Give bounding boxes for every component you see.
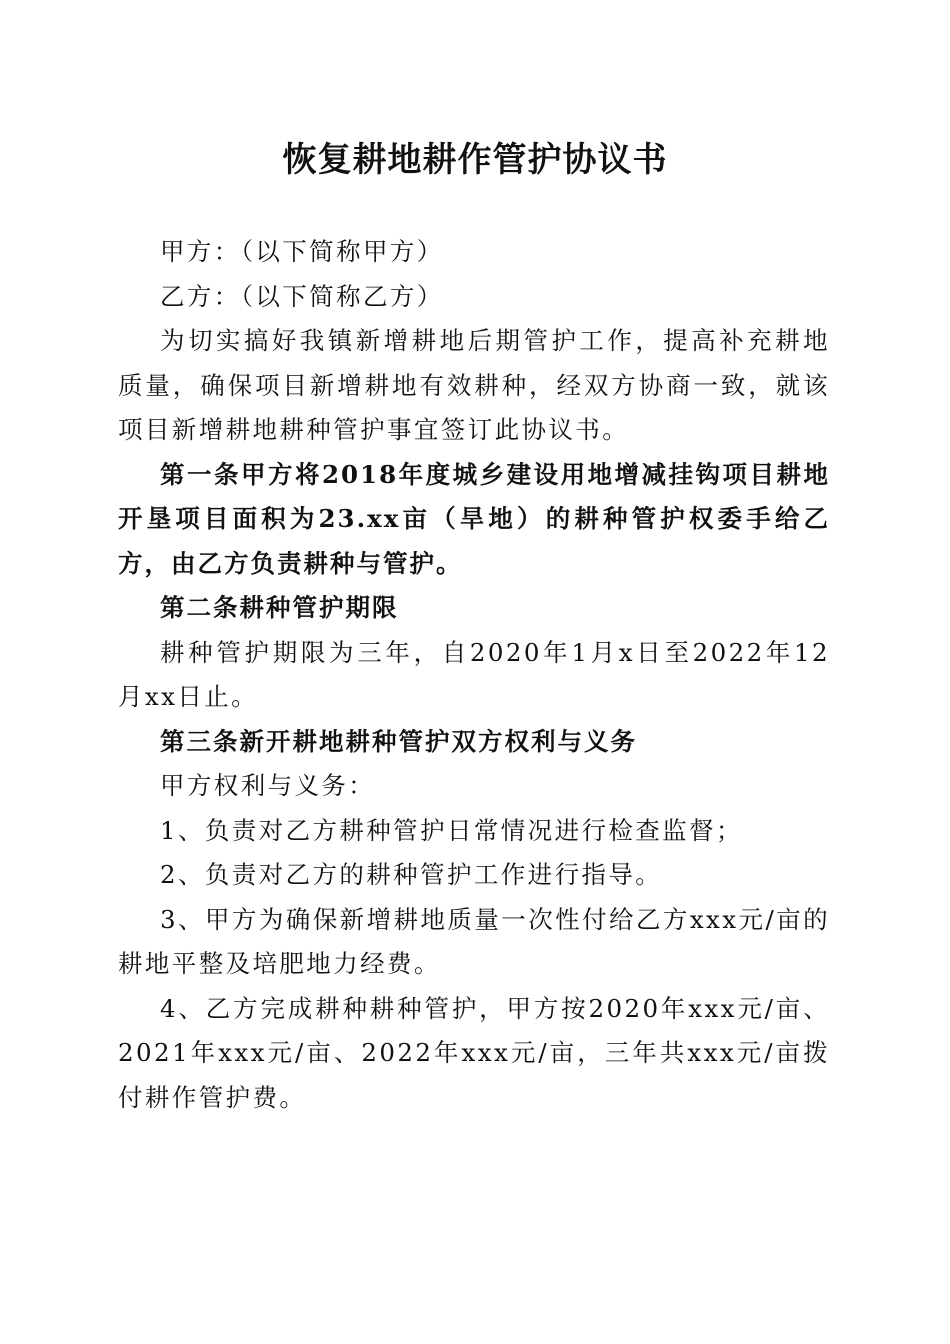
document-title: 恢复耕地耕作管护协议书 [282, 140, 668, 180]
party-a-duties-heading: 甲方权利与义务： [160, 771, 376, 800]
duty-item-1: 1、负责对乙方耕种管护日常情况进行检查监督； [160, 815, 743, 845]
article-3-heading: 第三条新开耕地耕种管护双方权利与义务 [160, 726, 637, 756]
party-a-line: 甲方：（以下简称甲方） [160, 237, 444, 266]
article-2-heading: 第二条耕种管护期限 [160, 593, 399, 622]
duty-item-3: 3、甲方为确保新增耕地质量一次性付给乙方xxx元/亩的耕地平整及培肥地力经费。 [118, 904, 830, 978]
duty-item-4: 4、乙方完成耕种耕种管护，甲方按2020年xxx元/亩、2021年xxx元/亩、2022年xxx元/亩，三年共xxx元/亩拨付耕作管护费。 [118, 993, 830, 1112]
article-1-paragraph: 第一条甲方将2018年度城乡建设用地增减挂钩项目耕地开垦项目面积为23.xx亩（旱地）的耕种管护权委手给乙方，由乙方负责耕种与管护。 [118, 459, 830, 578]
preamble-paragraph: 为切实搞好我镇新增耕地后期管护工作，提高补充耕地质量，确保项目新增耕地有效耕种，经双方协商一致，就该项目新增耕地耕种管护事宜签订此协议书。 [118, 326, 830, 444]
duty-item-2: 2、负责对乙方的耕种管护工作进行指导。 [160, 860, 663, 889]
document-body [118, 230, 830, 1120]
article-2-term-paragraph: 耕种管护期限为三年，自2020年1月x日至2022年12月xx日止。 [118, 637, 830, 711]
party-b-line: 乙方：（以下简称乙方） [160, 281, 444, 311]
